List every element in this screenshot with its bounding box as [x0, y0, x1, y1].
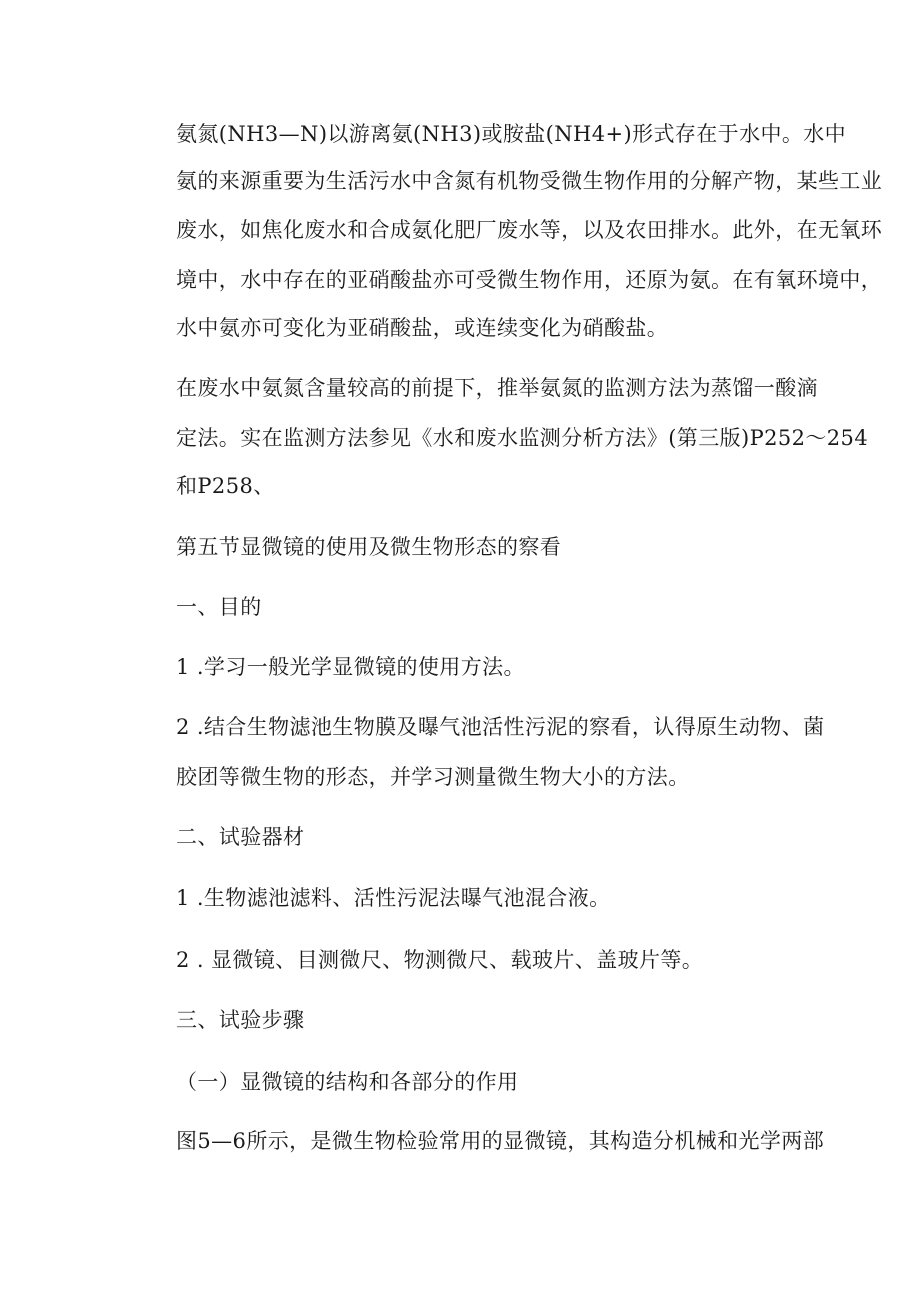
paragraph-1-line-2: 氨的来源重要为生活污水中含氮有机物受微生物作用的分解产物，某些工业 — [176, 169, 883, 193]
heading-materials: 二、试验器材 — [176, 825, 305, 849]
final-line: 图5—6所示，是微生物检验常用的显微镜，其构造分机械和光学两部 — [176, 1129, 825, 1153]
paragraph-2-line-2: 定法。实在监测方法参见《水和废水监测分析方法》(第三版)P252～254 — [176, 426, 869, 450]
purpose-item-1: 1 .学习一般光学显微镜的使用方法。 — [176, 655, 525, 679]
purpose-item-2-line-1: 2 .结合生物滤池生物膜及曝气池活性污泥的察看，认得原生动物、菌 — [176, 715, 825, 739]
heading-steps: 三、试验步骤 — [176, 1008, 305, 1032]
heading-purpose: 一、目的 — [176, 595, 262, 619]
purpose-item-2-line-2: 胶团等微生物的形态，并学习测量微生物大小的方法。 — [176, 765, 690, 789]
paragraph-1-line-4: 境中，水中存在的亚硝酸盐亦可受微生物作用，还原为氨。在有氧环境中， — [176, 268, 883, 292]
paragraph-1-line-1: 氨氮(NH3—N)以游离氨(NH3)或胺盐(NH4+)形式存在于水中。水中 — [176, 122, 847, 146]
paragraph-1-line-3: 废水，如焦化废水和合成氨化肥厂废水等，以及农田排水。此外，在无氧环 — [176, 218, 883, 242]
paragraph-2-line-3: 和P258、 — [176, 474, 275, 498]
section-title: 第五节显微镜的使用及微生物形态的察看 — [176, 535, 562, 559]
subheading-structure: （一）显微镜的结构和各部分的作用 — [176, 1070, 519, 1094]
materials-item-2: 2 . 显微镜、目测微尺、物测微尺、载玻片、盖玻片等。 — [176, 948, 704, 972]
paragraph-2-line-1: 在废水中氨氮含量较高的前提下，推举氨氮的监测方法为蒸馏一酸滴 — [176, 376, 818, 400]
materials-item-1: 1 .生物滤池滤料、活性污泥法曝气池混合液。 — [176, 886, 611, 910]
paragraph-1-line-5: 水中氨亦可变化为亚硝酸盐，或连续变化为硝酸盐。 — [176, 316, 669, 340]
